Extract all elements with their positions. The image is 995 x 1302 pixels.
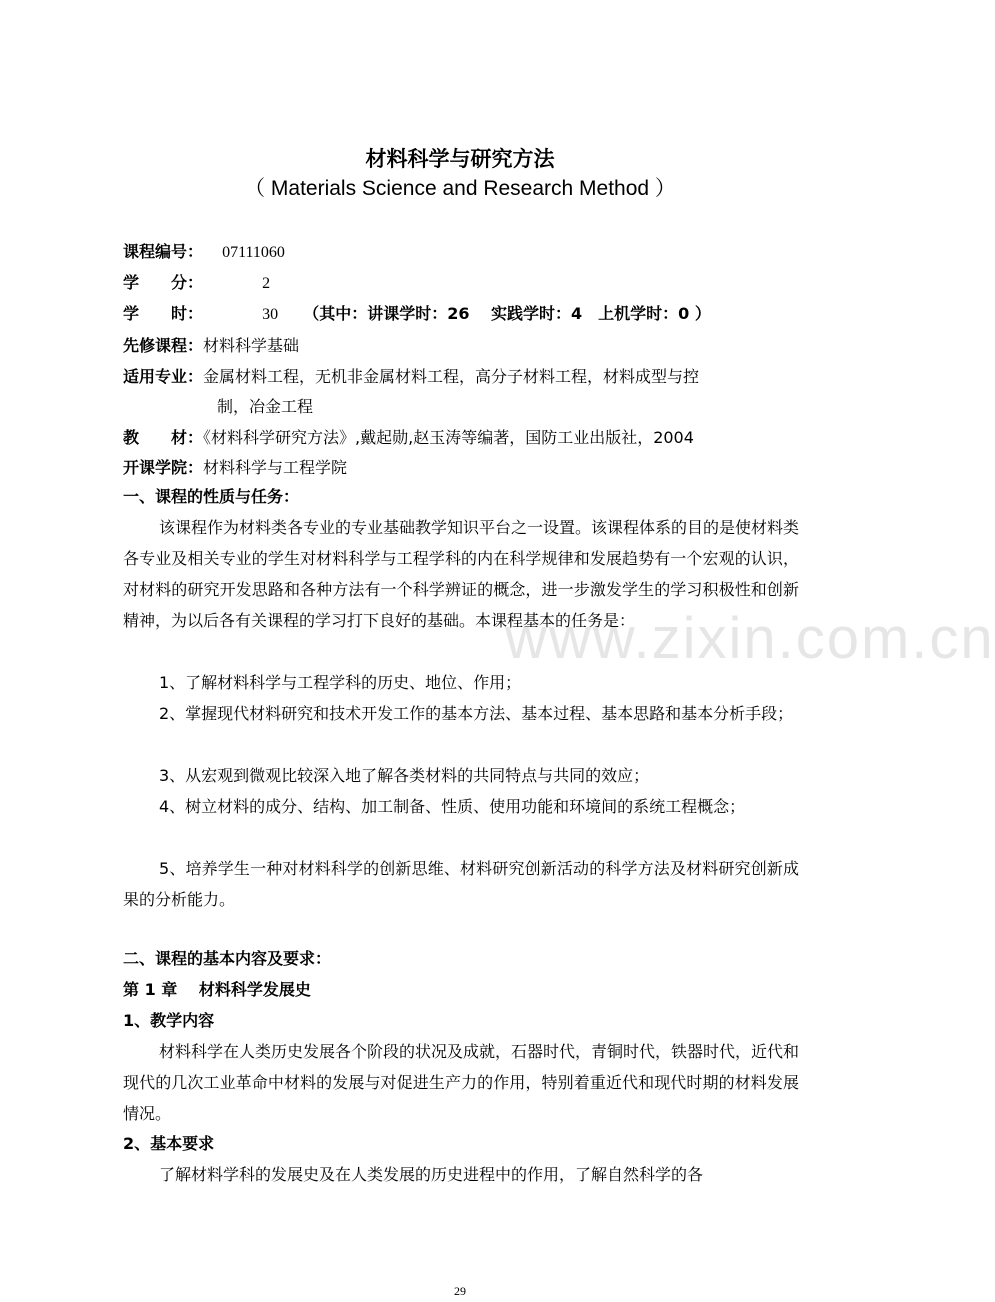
college-label: 开课学院： — [123, 458, 204, 477]
major-value-continued: 制，冶金工程 — [217, 397, 314, 416]
credit-label: 学 分： — [123, 273, 204, 292]
task-3: 3、从宏观到微观比较深入地了解各类材料的共同特点与共同的效应； — [159, 766, 650, 785]
task-2: 2、掌握现代材料研究和技术开发工作的基本方法、基本过程、基本思路和基本分析手段； — [159, 704, 794, 723]
section2-heading: 二、课程的基本内容及要求： — [123, 949, 332, 968]
hours-value: 30 — [262, 306, 279, 323]
section1-heading: 一、课程的性质与任务： — [123, 487, 300, 506]
requirements-heading: 2、基本要求 — [123, 1134, 215, 1153]
course-code-line — [123, 240, 285, 265]
page-number: 29 — [454, 1284, 466, 1298]
course-title: 材料科学与研究方法 — [365, 147, 555, 171]
prerequisite-line — [123, 334, 299, 358]
section1-intro: 该课程作为材料类各专业的专业基础教学知识平台之一设置。该课程体系的目的是使材料类各专业及相关专业的学生对材料科学与工程学科的内在科学规律和发展趋势有一个宏观的认识，对材料的研究开发思路和各种方法有一个科学辨证的概念，进一步激发学生的学习积极性和创新精神，为以后各有关课程的学习打下良好的基础。本课程基本的任务是： — [123, 518, 800, 630]
hours-label: 学 时： — [123, 304, 204, 323]
watermark: www.zixin.com.cn — [505, 606, 995, 671]
college-line — [123, 456, 347, 480]
task-1: 1、了解材料科学与工程学科的历史、地位、作用； — [159, 673, 522, 692]
task-4: 4、树立材料的成分、结构、加工制备、性质、使用功能和环境间的系统工程概念； — [159, 797, 746, 816]
major-label: 适用专业： — [123, 367, 204, 386]
course-code-value: 07111060 — [222, 244, 285, 261]
college-value: 材料科学与工程学院 — [203, 458, 348, 477]
textbook-value: 《材料科学研究方法》,戴起勋,赵玉涛等编著，国防工业出版社，2004 — [203, 428, 694, 447]
task-5: 5、培养学生一种对材料科学的创新思维、材料研究创新活动的科学方法及材料研究创新成果的分析能力。 — [123, 859, 799, 909]
course-code-label: 课程编号： — [123, 242, 204, 261]
credit-value: 2 — [262, 275, 271, 292]
course-title-english: （ Materials Science and Research Method ） — [244, 177, 676, 200]
chapter-heading: 第 1 章 材料科学发展史 — [123, 980, 311, 999]
hours-detail: （其中：讲课学时：26 实践学时：4 上机学时：0 ） — [303, 304, 711, 323]
hours-line — [123, 302, 711, 327]
teaching-content: 材料科学在人类历史发展各个阶段的状况及成就，石器时代，青铜时代，铁器时代，近代和现代的几次工业革命中材料的发展与对促进生产力的作用，特别着重近代和现代时期的材料发展情况。 — [123, 1042, 800, 1123]
major-line — [123, 365, 699, 389]
textbook-label: 教 材： — [123, 428, 204, 447]
prerequisite-value: 材料科学基础 — [203, 336, 300, 355]
credit-line — [123, 271, 270, 296]
textbook-line — [123, 426, 694, 450]
major-value: 金属材料工程，无机非金属材料工程，高分子材料工程，材料成型与控 — [203, 367, 700, 386]
prerequisite-label: 先修课程： — [123, 336, 204, 355]
teaching-content-heading: 1、教学内容 — [123, 1011, 215, 1030]
requirements-text: 了解材料学科的发展史及在人类发展的历史进程中的作用，了解自然科学的各 — [159, 1165, 704, 1184]
